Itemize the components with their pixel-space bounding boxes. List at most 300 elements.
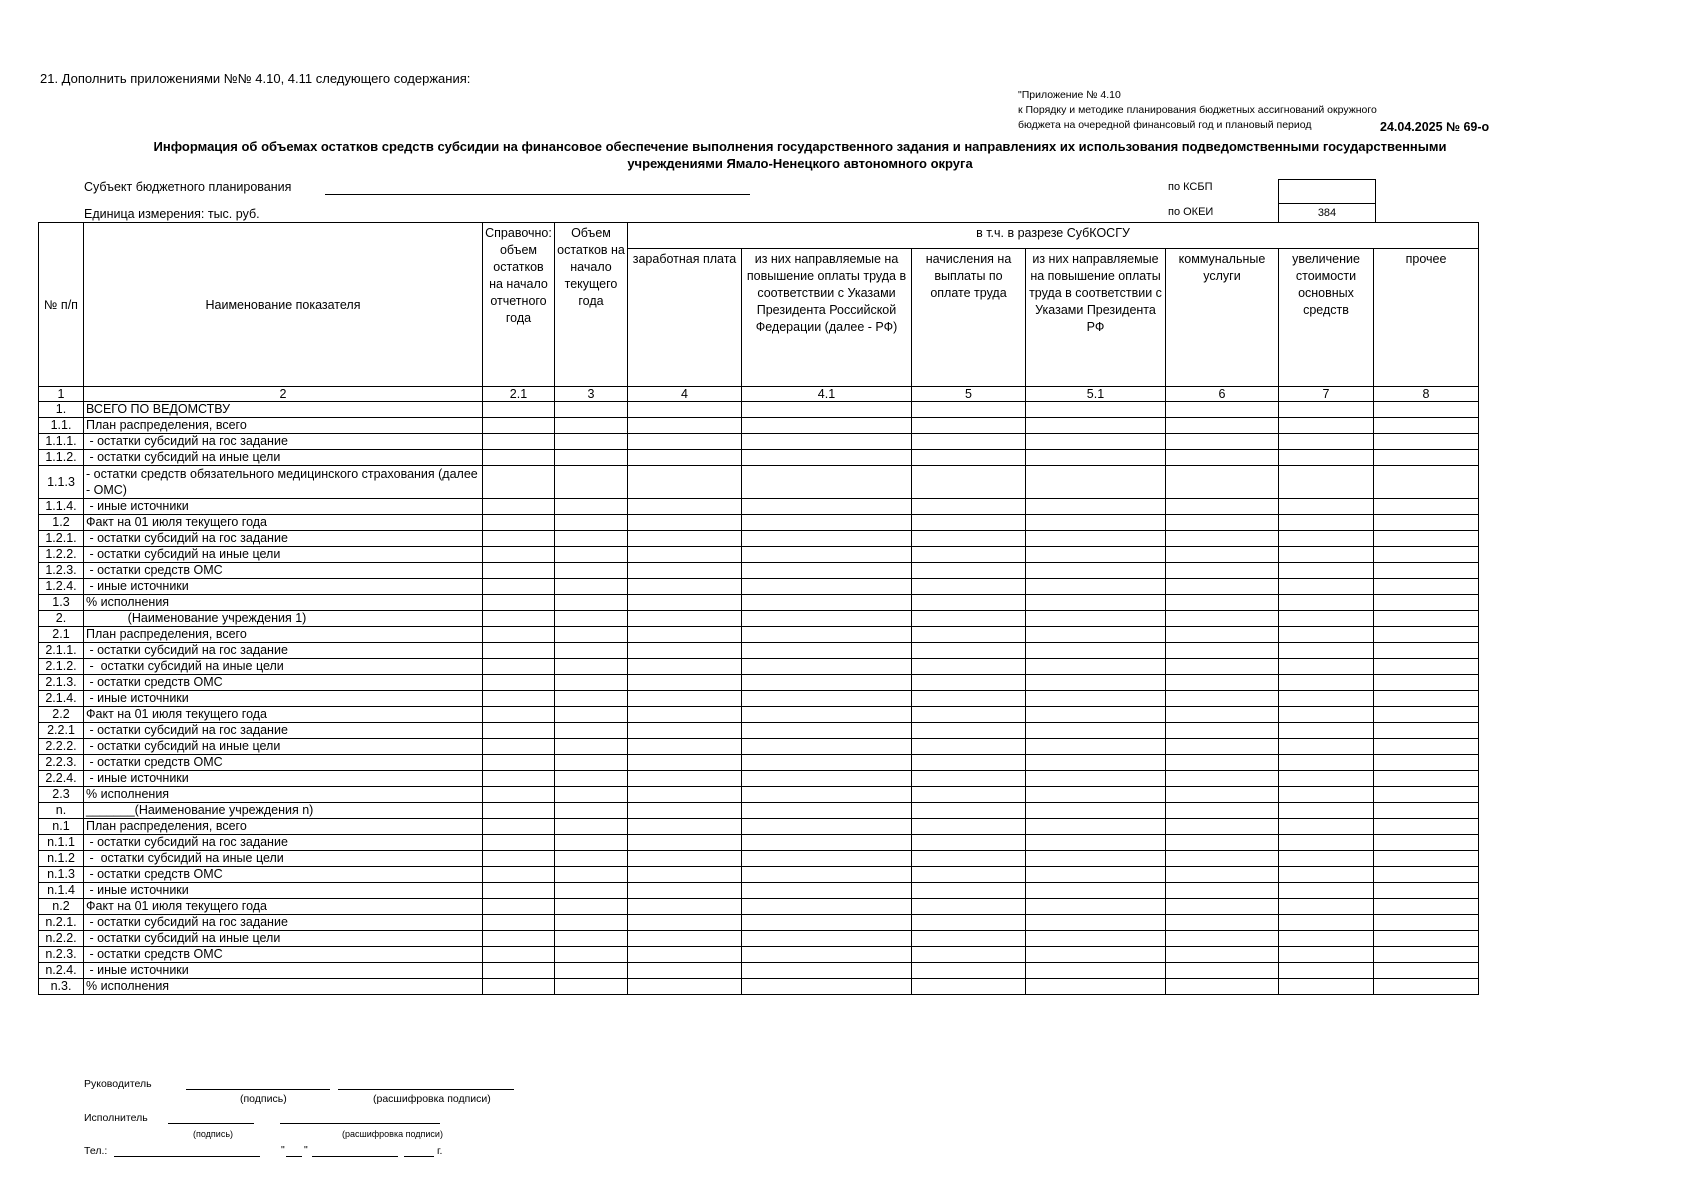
value-cell[interactable] bbox=[1279, 963, 1374, 979]
value-cell[interactable] bbox=[1374, 466, 1479, 499]
value-cell[interactable] bbox=[742, 611, 912, 627]
value-cell[interactable] bbox=[1374, 771, 1479, 787]
value-cell[interactable] bbox=[912, 659, 1026, 675]
value-cell[interactable] bbox=[628, 963, 742, 979]
value-cell[interactable] bbox=[742, 947, 912, 963]
value-cell[interactable] bbox=[483, 723, 555, 739]
value-cell[interactable] bbox=[555, 563, 628, 579]
value-cell[interactable] bbox=[483, 579, 555, 595]
value-cell[interactable] bbox=[628, 819, 742, 835]
value-cell[interactable] bbox=[1374, 755, 1479, 771]
value-cell[interactable] bbox=[555, 691, 628, 707]
value-cell[interactable] bbox=[1026, 963, 1166, 979]
value-cell[interactable] bbox=[1166, 915, 1279, 931]
value-cell[interactable] bbox=[1026, 835, 1166, 851]
value-cell[interactable] bbox=[1166, 402, 1279, 418]
value-cell[interactable] bbox=[912, 771, 1026, 787]
value-cell[interactable] bbox=[1166, 627, 1279, 643]
value-cell[interactable] bbox=[628, 450, 742, 466]
value-cell[interactable] bbox=[912, 434, 1026, 450]
value-cell[interactable] bbox=[1279, 659, 1374, 675]
value-cell[interactable] bbox=[1166, 643, 1279, 659]
value-cell[interactable] bbox=[483, 883, 555, 899]
value-cell[interactable] bbox=[1279, 450, 1374, 466]
value-cell[interactable] bbox=[555, 659, 628, 675]
value-cell[interactable] bbox=[912, 931, 1026, 947]
value-cell[interactable] bbox=[483, 466, 555, 499]
value-cell[interactable] bbox=[483, 963, 555, 979]
value-cell[interactable] bbox=[912, 627, 1026, 643]
value-cell[interactable] bbox=[628, 627, 742, 643]
value-cell[interactable] bbox=[1279, 755, 1374, 771]
value-cell[interactable] bbox=[1279, 771, 1374, 787]
value-cell[interactable] bbox=[628, 835, 742, 851]
value-cell[interactable] bbox=[1026, 739, 1166, 755]
value-cell[interactable] bbox=[483, 835, 555, 851]
value-cell[interactable] bbox=[912, 915, 1026, 931]
okei-code-box[interactable]: 384 bbox=[1278, 203, 1376, 223]
value-cell[interactable] bbox=[742, 434, 912, 450]
value-cell[interactable] bbox=[483, 643, 555, 659]
value-cell[interactable] bbox=[1166, 819, 1279, 835]
value-cell[interactable] bbox=[742, 835, 912, 851]
value-cell[interactable] bbox=[1026, 931, 1166, 947]
value-cell[interactable] bbox=[483, 819, 555, 835]
value-cell[interactable] bbox=[1026, 563, 1166, 579]
value-cell[interactable] bbox=[1374, 835, 1479, 851]
value-cell[interactable] bbox=[555, 675, 628, 691]
value-cell[interactable] bbox=[742, 499, 912, 515]
value-cell[interactable] bbox=[1026, 418, 1166, 434]
value-cell[interactable] bbox=[628, 531, 742, 547]
value-cell[interactable] bbox=[742, 627, 912, 643]
value-cell[interactable] bbox=[628, 515, 742, 531]
value-cell[interactable] bbox=[628, 547, 742, 563]
value-cell[interactable] bbox=[912, 755, 1026, 771]
value-cell[interactable] bbox=[1166, 611, 1279, 627]
value-cell[interactable] bbox=[1374, 675, 1479, 691]
value-cell[interactable] bbox=[628, 851, 742, 867]
value-cell[interactable] bbox=[1279, 515, 1374, 531]
value-cell[interactable] bbox=[1374, 947, 1479, 963]
value-cell[interactable] bbox=[555, 643, 628, 659]
value-cell[interactable] bbox=[555, 883, 628, 899]
value-cell[interactable] bbox=[1374, 515, 1479, 531]
value-cell[interactable] bbox=[912, 515, 1026, 531]
value-cell[interactable] bbox=[1026, 899, 1166, 915]
value-cell[interactable] bbox=[483, 899, 555, 915]
value-cell[interactable] bbox=[555, 899, 628, 915]
value-cell[interactable] bbox=[1279, 434, 1374, 450]
value-cell[interactable] bbox=[1374, 787, 1479, 803]
value-cell[interactable] bbox=[912, 531, 1026, 547]
value-cell[interactable] bbox=[1026, 883, 1166, 899]
value-cell[interactable] bbox=[628, 867, 742, 883]
value-cell[interactable] bbox=[1026, 915, 1166, 931]
date-year-line[interactable] bbox=[404, 1156, 434, 1157]
value-cell[interactable] bbox=[483, 515, 555, 531]
value-cell[interactable] bbox=[742, 595, 912, 611]
value-cell[interactable] bbox=[912, 835, 1026, 851]
value-cell[interactable] bbox=[1374, 531, 1479, 547]
value-cell[interactable] bbox=[1279, 595, 1374, 611]
value-cell[interactable] bbox=[1374, 803, 1479, 819]
value-cell[interactable] bbox=[1279, 611, 1374, 627]
value-cell[interactable] bbox=[555, 771, 628, 787]
value-cell[interactable] bbox=[628, 931, 742, 947]
value-cell[interactable] bbox=[555, 611, 628, 627]
value-cell[interactable] bbox=[555, 515, 628, 531]
value-cell[interactable] bbox=[1279, 627, 1374, 643]
value-cell[interactable] bbox=[628, 402, 742, 418]
value-cell[interactable] bbox=[742, 579, 912, 595]
value-cell[interactable] bbox=[1279, 707, 1374, 723]
value-cell[interactable] bbox=[555, 450, 628, 466]
value-cell[interactable] bbox=[483, 418, 555, 434]
value-cell[interactable] bbox=[742, 851, 912, 867]
value-cell[interactable] bbox=[555, 499, 628, 515]
value-cell[interactable] bbox=[1166, 515, 1279, 531]
value-cell[interactable] bbox=[1374, 819, 1479, 835]
value-cell[interactable] bbox=[1166, 835, 1279, 851]
value-cell[interactable] bbox=[1374, 595, 1479, 611]
value-cell[interactable] bbox=[1026, 643, 1166, 659]
value-cell[interactable] bbox=[628, 723, 742, 739]
value-cell[interactable] bbox=[912, 723, 1026, 739]
executor-decoding-line[interactable] bbox=[280, 1123, 440, 1124]
value-cell[interactable] bbox=[555, 755, 628, 771]
value-cell[interactable] bbox=[1026, 707, 1166, 723]
value-cell[interactable] bbox=[1374, 931, 1479, 947]
value-cell[interactable] bbox=[1026, 547, 1166, 563]
value-cell[interactable] bbox=[1279, 819, 1374, 835]
value-cell[interactable] bbox=[1279, 915, 1374, 931]
value-cell[interactable] bbox=[1374, 979, 1479, 995]
value-cell[interactable] bbox=[1166, 595, 1279, 611]
value-cell[interactable] bbox=[912, 787, 1026, 803]
value-cell[interactable] bbox=[912, 402, 1026, 418]
value-cell[interactable] bbox=[1374, 915, 1479, 931]
value-cell[interactable] bbox=[1026, 723, 1166, 739]
value-cell[interactable] bbox=[1166, 450, 1279, 466]
value-cell[interactable] bbox=[1166, 963, 1279, 979]
value-cell[interactable] bbox=[555, 434, 628, 450]
value-cell[interactable] bbox=[1026, 659, 1166, 675]
value-cell[interactable] bbox=[1026, 979, 1166, 995]
value-cell[interactable] bbox=[1374, 563, 1479, 579]
value-cell[interactable] bbox=[483, 659, 555, 675]
value-cell[interactable] bbox=[483, 803, 555, 819]
value-cell[interactable] bbox=[1279, 402, 1374, 418]
value-cell[interactable] bbox=[1279, 563, 1374, 579]
value-cell[interactable] bbox=[483, 739, 555, 755]
value-cell[interactable] bbox=[1279, 499, 1374, 515]
value-cell[interactable] bbox=[1374, 627, 1479, 643]
value-cell[interactable] bbox=[912, 547, 1026, 563]
value-cell[interactable] bbox=[1374, 418, 1479, 434]
value-cell[interactable] bbox=[742, 547, 912, 563]
ksbp-code-box[interactable] bbox=[1278, 179, 1376, 205]
value-cell[interactable] bbox=[555, 707, 628, 723]
value-cell[interactable] bbox=[912, 803, 1026, 819]
value-cell[interactable] bbox=[912, 691, 1026, 707]
value-cell[interactable] bbox=[555, 931, 628, 947]
value-cell[interactable] bbox=[628, 691, 742, 707]
value-cell[interactable] bbox=[912, 867, 1026, 883]
value-cell[interactable] bbox=[912, 611, 1026, 627]
value-cell[interactable] bbox=[912, 883, 1026, 899]
value-cell[interactable] bbox=[483, 595, 555, 611]
value-cell[interactable] bbox=[483, 627, 555, 643]
value-cell[interactable] bbox=[483, 611, 555, 627]
value-cell[interactable] bbox=[742, 450, 912, 466]
value-cell[interactable] bbox=[1374, 883, 1479, 899]
value-cell[interactable] bbox=[1026, 819, 1166, 835]
value-cell[interactable] bbox=[1166, 675, 1279, 691]
value-cell[interactable] bbox=[742, 515, 912, 531]
value-cell[interactable] bbox=[742, 771, 912, 787]
value-cell[interactable] bbox=[912, 675, 1026, 691]
value-cell[interactable] bbox=[742, 899, 912, 915]
value-cell[interactable] bbox=[1279, 723, 1374, 739]
value-cell[interactable] bbox=[1374, 659, 1479, 675]
value-cell[interactable] bbox=[912, 499, 1026, 515]
value-cell[interactable] bbox=[1374, 579, 1479, 595]
value-cell[interactable] bbox=[628, 466, 742, 499]
value-cell[interactable] bbox=[483, 931, 555, 947]
value-cell[interactable] bbox=[555, 579, 628, 595]
value-cell[interactable] bbox=[1166, 659, 1279, 675]
value-cell[interactable] bbox=[1166, 851, 1279, 867]
value-cell[interactable] bbox=[1026, 499, 1166, 515]
value-cell[interactable] bbox=[742, 867, 912, 883]
value-cell[interactable] bbox=[1374, 963, 1479, 979]
value-cell[interactable] bbox=[1166, 739, 1279, 755]
value-cell[interactable] bbox=[483, 947, 555, 963]
value-cell[interactable] bbox=[1374, 867, 1479, 883]
value-cell[interactable] bbox=[912, 466, 1026, 499]
subject-input-line[interactable] bbox=[325, 194, 750, 195]
value-cell[interactable] bbox=[912, 899, 1026, 915]
value-cell[interactable] bbox=[912, 819, 1026, 835]
value-cell[interactable] bbox=[1026, 867, 1166, 883]
value-cell[interactable] bbox=[555, 627, 628, 643]
value-cell[interactable] bbox=[1374, 611, 1479, 627]
value-cell[interactable] bbox=[1026, 771, 1166, 787]
value-cell[interactable] bbox=[1279, 547, 1374, 563]
value-cell[interactable] bbox=[483, 915, 555, 931]
value-cell[interactable] bbox=[555, 851, 628, 867]
value-cell[interactable] bbox=[1166, 547, 1279, 563]
value-cell[interactable] bbox=[742, 963, 912, 979]
value-cell[interactable] bbox=[1166, 579, 1279, 595]
value-cell[interactable] bbox=[1279, 466, 1374, 499]
value-cell[interactable] bbox=[483, 851, 555, 867]
value-cell[interactable] bbox=[1166, 899, 1279, 915]
value-cell[interactable] bbox=[1026, 611, 1166, 627]
value-cell[interactable] bbox=[483, 867, 555, 883]
value-cell[interactable] bbox=[555, 979, 628, 995]
value-cell[interactable] bbox=[742, 723, 912, 739]
value-cell[interactable] bbox=[1166, 947, 1279, 963]
value-cell[interactable] bbox=[1026, 851, 1166, 867]
value-cell[interactable] bbox=[1166, 931, 1279, 947]
value-cell[interactable] bbox=[742, 563, 912, 579]
value-cell[interactable] bbox=[483, 771, 555, 787]
value-cell[interactable] bbox=[555, 867, 628, 883]
value-cell[interactable] bbox=[1374, 547, 1479, 563]
value-cell[interactable] bbox=[628, 434, 742, 450]
value-cell[interactable] bbox=[1279, 947, 1374, 963]
value-cell[interactable] bbox=[483, 434, 555, 450]
value-cell[interactable] bbox=[555, 915, 628, 931]
value-cell[interactable] bbox=[1026, 531, 1166, 547]
value-cell[interactable] bbox=[628, 915, 742, 931]
value-cell[interactable] bbox=[1279, 531, 1374, 547]
value-cell[interactable] bbox=[555, 402, 628, 418]
value-cell[interactable] bbox=[555, 739, 628, 755]
value-cell[interactable] bbox=[742, 739, 912, 755]
value-cell[interactable] bbox=[628, 979, 742, 995]
value-cell[interactable] bbox=[483, 402, 555, 418]
value-cell[interactable] bbox=[912, 595, 1026, 611]
value-cell[interactable] bbox=[742, 659, 912, 675]
value-cell[interactable] bbox=[483, 675, 555, 691]
value-cell[interactable] bbox=[1026, 450, 1166, 466]
value-cell[interactable] bbox=[1166, 434, 1279, 450]
value-cell[interactable] bbox=[483, 787, 555, 803]
value-cell[interactable] bbox=[628, 675, 742, 691]
value-cell[interactable] bbox=[742, 691, 912, 707]
value-cell[interactable] bbox=[742, 675, 912, 691]
value-cell[interactable] bbox=[628, 418, 742, 434]
value-cell[interactable] bbox=[742, 466, 912, 499]
value-cell[interactable] bbox=[912, 851, 1026, 867]
value-cell[interactable] bbox=[912, 963, 1026, 979]
value-cell[interactable] bbox=[1166, 867, 1279, 883]
value-cell[interactable] bbox=[483, 979, 555, 995]
value-cell[interactable] bbox=[555, 819, 628, 835]
value-cell[interactable] bbox=[1279, 851, 1374, 867]
value-cell[interactable] bbox=[912, 563, 1026, 579]
value-cell[interactable] bbox=[555, 835, 628, 851]
value-cell[interactable] bbox=[1279, 979, 1374, 995]
head-decoding-line[interactable] bbox=[338, 1089, 514, 1090]
value-cell[interactable] bbox=[742, 787, 912, 803]
value-cell[interactable] bbox=[1166, 723, 1279, 739]
value-cell[interactable] bbox=[742, 803, 912, 819]
value-cell[interactable] bbox=[912, 450, 1026, 466]
value-cell[interactable] bbox=[483, 707, 555, 723]
value-cell[interactable] bbox=[555, 466, 628, 499]
value-cell[interactable] bbox=[483, 547, 555, 563]
value-cell[interactable] bbox=[628, 771, 742, 787]
value-cell[interactable] bbox=[742, 819, 912, 835]
value-cell[interactable] bbox=[912, 579, 1026, 595]
value-cell[interactable] bbox=[1279, 867, 1374, 883]
value-cell[interactable] bbox=[1374, 643, 1479, 659]
value-cell[interactable] bbox=[555, 803, 628, 819]
value-cell[interactable] bbox=[1279, 739, 1374, 755]
value-cell[interactable] bbox=[742, 531, 912, 547]
value-cell[interactable] bbox=[628, 643, 742, 659]
value-cell[interactable] bbox=[1026, 947, 1166, 963]
value-cell[interactable] bbox=[1374, 723, 1479, 739]
value-cell[interactable] bbox=[742, 418, 912, 434]
value-cell[interactable] bbox=[628, 739, 742, 755]
value-cell[interactable] bbox=[1279, 675, 1374, 691]
value-cell[interactable] bbox=[1026, 755, 1166, 771]
value-cell[interactable] bbox=[742, 931, 912, 947]
value-cell[interactable] bbox=[1374, 450, 1479, 466]
value-cell[interactable] bbox=[1026, 627, 1166, 643]
value-cell[interactable] bbox=[1026, 466, 1166, 499]
value-cell[interactable] bbox=[1026, 595, 1166, 611]
value-cell[interactable] bbox=[1166, 771, 1279, 787]
value-cell[interactable] bbox=[628, 947, 742, 963]
value-cell[interactable] bbox=[1279, 579, 1374, 595]
value-cell[interactable] bbox=[1374, 739, 1479, 755]
value-cell[interactable] bbox=[1166, 787, 1279, 803]
value-cell[interactable] bbox=[628, 595, 742, 611]
value-cell[interactable] bbox=[1166, 803, 1279, 819]
value-cell[interactable] bbox=[1374, 851, 1479, 867]
value-cell[interactable] bbox=[1374, 707, 1479, 723]
value-cell[interactable] bbox=[1279, 418, 1374, 434]
value-cell[interactable] bbox=[628, 659, 742, 675]
value-cell[interactable] bbox=[483, 691, 555, 707]
value-cell[interactable] bbox=[912, 707, 1026, 723]
value-cell[interactable] bbox=[742, 755, 912, 771]
value-cell[interactable] bbox=[1166, 531, 1279, 547]
value-cell[interactable] bbox=[1166, 755, 1279, 771]
value-cell[interactable] bbox=[483, 563, 555, 579]
value-cell[interactable] bbox=[1026, 803, 1166, 819]
value-cell[interactable] bbox=[742, 883, 912, 899]
value-cell[interactable] bbox=[1026, 787, 1166, 803]
value-cell[interactable] bbox=[1374, 434, 1479, 450]
value-cell[interactable] bbox=[1279, 835, 1374, 851]
value-cell[interactable] bbox=[1279, 643, 1374, 659]
value-cell[interactable] bbox=[1374, 691, 1479, 707]
value-cell[interactable] bbox=[1374, 499, 1479, 515]
value-cell[interactable] bbox=[742, 707, 912, 723]
value-cell[interactable] bbox=[1166, 707, 1279, 723]
value-cell[interactable] bbox=[483, 450, 555, 466]
value-cell[interactable] bbox=[628, 755, 742, 771]
head-signature-line[interactable] bbox=[186, 1089, 330, 1090]
value-cell[interactable] bbox=[912, 418, 1026, 434]
value-cell[interactable] bbox=[628, 899, 742, 915]
value-cell[interactable] bbox=[1374, 402, 1479, 418]
value-cell[interactable] bbox=[742, 402, 912, 418]
value-cell[interactable] bbox=[1026, 691, 1166, 707]
value-cell[interactable] bbox=[555, 531, 628, 547]
value-cell[interactable] bbox=[912, 643, 1026, 659]
value-cell[interactable] bbox=[483, 499, 555, 515]
value-cell[interactable] bbox=[742, 979, 912, 995]
value-cell[interactable] bbox=[1166, 466, 1279, 499]
value-cell[interactable] bbox=[483, 755, 555, 771]
value-cell[interactable] bbox=[742, 643, 912, 659]
value-cell[interactable] bbox=[1279, 883, 1374, 899]
value-cell[interactable] bbox=[1026, 675, 1166, 691]
phone-line[interactable] bbox=[114, 1156, 260, 1157]
value-cell[interactable] bbox=[628, 803, 742, 819]
date-month-line[interactable] bbox=[312, 1156, 398, 1157]
value-cell[interactable] bbox=[1279, 691, 1374, 707]
value-cell[interactable] bbox=[912, 947, 1026, 963]
